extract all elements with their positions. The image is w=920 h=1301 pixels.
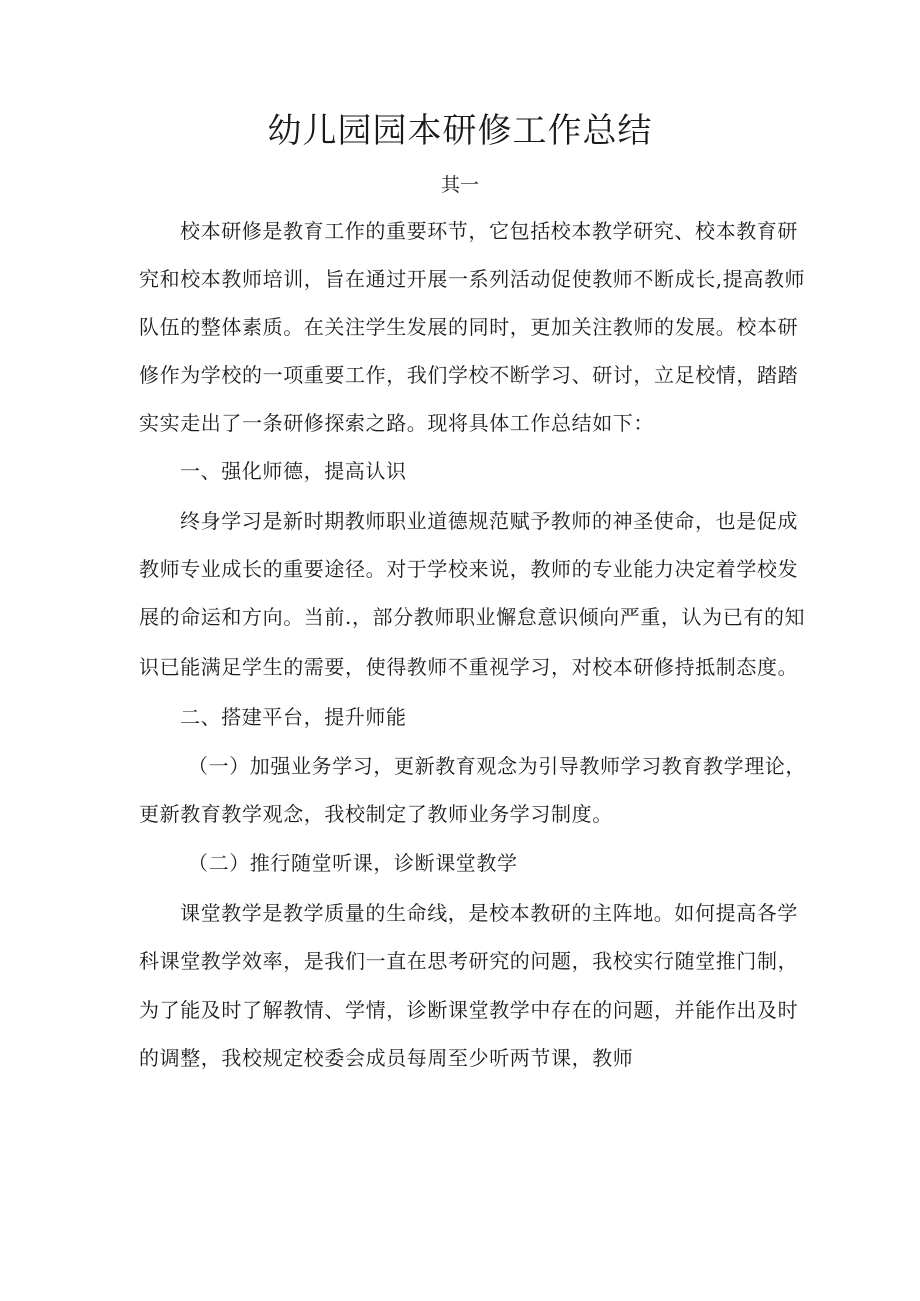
subsection-body-line: 为了能及时了解教情、学情，诊断课堂教学中存在的问题，并能作出及时 — [139, 998, 799, 1022]
section-heading: 一、强化师德，提高认识 — [180, 459, 407, 483]
subsection-line: 更新教育教学观念，我校制定了教师业务学习制度。 — [139, 802, 613, 826]
section-body-line: 终身学习是新时期教师职业道德规范赋予教师的神圣使命，也是促成 — [180, 509, 798, 533]
section-body-line: 教师专业成长的重要途径。对于学校来说，教师的专业能力决定着学校发 — [139, 557, 799, 581]
document-title: 幼儿园园本研修工作总结 — [267, 111, 653, 151]
intro-line: 队伍的整体素质。在关注学生发展的同时，更加关注教师的发展。校本研 — [139, 315, 799, 339]
subsection-body-line: 课堂教学是教学质量的生命线，是校本教研的主阵地。如何提高各学 — [180, 901, 798, 925]
section-heading: 二、搭建平台，提升师能 — [180, 705, 407, 729]
intro-line: 校本研修是教育工作的重要环节，它包括校本教学研究、校本教育研 — [180, 219, 798, 243]
section-body-line: 展的命运和方向。当前.，部分教师职业懈怠意识倾向严重，认为已有的知 — [139, 605, 806, 629]
intro-line: 修作为学校的一项重要工作，我们学校不断学习、研讨，立足校情，踏踏 — [139, 363, 799, 387]
document-subtitle: 其一 — [440, 174, 479, 196]
subsection-body-line: 科课堂教学效率，是我们一直在思考研究的问题，我校实行随堂推门制， — [139, 949, 799, 973]
subsection-line: （一）加强业务学习，更新教育观念为引导教师学习教育教学理论， — [188, 754, 806, 778]
section-body-line: 识已能满足学生的需要，使得教师不重视学习，对校本研修持抵制态度。 — [139, 655, 799, 679]
subsection-body-line: 的调整，我校规定校委会成员每周至少听两节课，教师 — [139, 1046, 634, 1070]
intro-line: 实实走出了一条研修探索之路。现将具体工作总结如下： — [139, 411, 654, 435]
intro-line: 究和校本教师培训，旨在通过开展一系列活动促使教师不断成长,提高教师 — [139, 267, 806, 291]
subsection-heading: （二）推行随堂听课，诊断课堂教学 — [188, 851, 518, 875]
